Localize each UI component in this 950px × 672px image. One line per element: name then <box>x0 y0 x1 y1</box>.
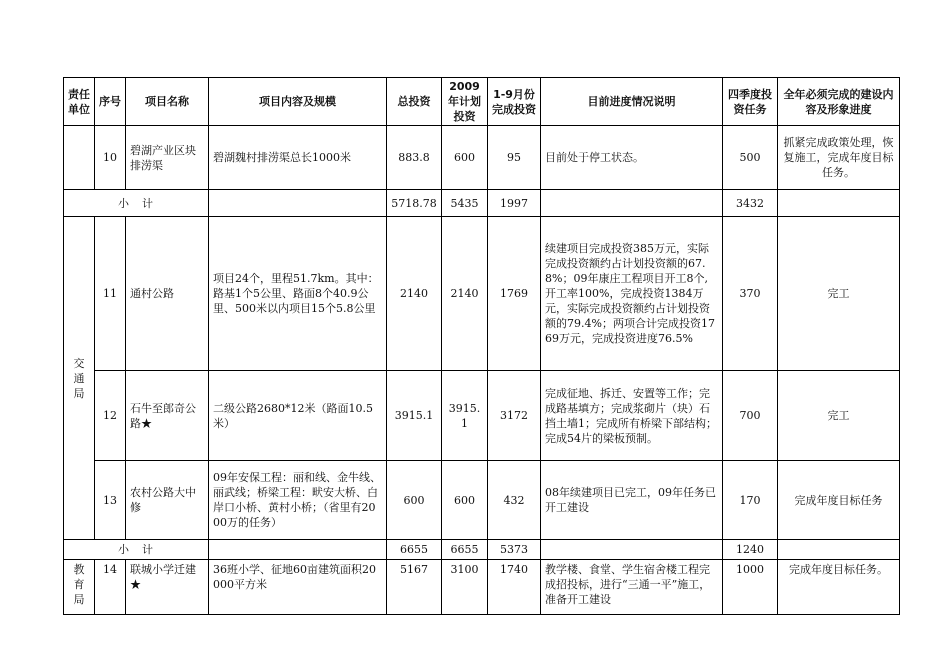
row-seq: 12 <box>95 371 126 461</box>
row-content: 项目24个，里程51.7km。其中：路基1个5公里、路面8个40.9公里、500米以内项目15个5.8公里 <box>209 217 387 371</box>
header-target: 全年必须完成的建设内容及形象进度 <box>778 78 900 126</box>
subtotal-q4: 3432 <box>723 190 778 217</box>
row-q4: 500 <box>723 126 778 190</box>
row-plan: 600 <box>442 461 488 540</box>
subtotal-plan: 5435 <box>442 190 488 217</box>
subtotal-plan: 6655 <box>442 540 488 560</box>
row-target: 抓紧完成政策处理，恢复施工，完成年度目标任务。 <box>778 126 900 190</box>
row-q4: 370 <box>723 217 778 371</box>
row-q4: 170 <box>723 461 778 540</box>
header-seq: 序号 <box>95 78 126 126</box>
row-done: 95 <box>488 126 541 190</box>
header-row <box>64 78 900 126</box>
row-seq: 14 <box>95 560 126 615</box>
subtotal-empty <box>541 540 723 560</box>
subtotal-total: 5718.78 <box>387 190 442 217</box>
row-done: 3172 <box>488 371 541 461</box>
row-progress: 教学楼、食堂、学生宿舍楼工程完成招投标，进行“三通一平”施工，准备开工建设 <box>541 560 723 615</box>
header-content: 项目内容及规模 <box>209 78 387 126</box>
row-done: 1740 <box>488 560 541 615</box>
row-target: 完成年度目标任务。 <box>778 560 900 615</box>
row-content: 二级公路2680*12米（路面10.5米） <box>209 371 387 461</box>
header-progress: 目前进度情况说明 <box>541 78 723 126</box>
table-row <box>64 126 900 190</box>
row-done: 432 <box>488 461 541 540</box>
row-done: 1769 <box>488 217 541 371</box>
row-q4: 700 <box>723 371 778 461</box>
row-content: 36班小学、征地60亩建筑面积20000平方米 <box>209 560 387 615</box>
row-progress: 08年续建项目已完工，09年任务已开工建设 <box>541 461 723 540</box>
subtotal-total: 6655 <box>387 540 442 560</box>
project-table <box>63 77 900 615</box>
table-row <box>64 371 900 461</box>
unit-education-label: 教育局 <box>73 563 85 606</box>
row-seq: 13 <box>95 461 126 540</box>
header-q4: 四季度投资任务 <box>723 78 778 126</box>
table-row <box>64 560 900 615</box>
row-content: 09年安保工程：丽和线、金牛线、丽武线；桥梁工程：畎安大桥、白岸口小桥、黄村小桥；（省里有2000万的任务） <box>209 461 387 540</box>
row-q4: 1000 <box>723 560 778 615</box>
row-progress: 续建项目完成投资385万元，实际完成投资额约占计划投资额的67.8%；09年康庄工程项目开工8个,开工率100%，完成投资1384万元，实际完成投资额约占计划投资额的79.4%；两项合计完成投资1769万元，完成投资进度76.5% <box>541 217 723 371</box>
header-total: 总投资 <box>387 78 442 126</box>
row-total: 883.8 <box>387 126 442 190</box>
subtotal-label: 小 计 <box>64 190 209 217</box>
row-plan: 600 <box>442 126 488 190</box>
row-name: 通村公路 <box>126 217 209 371</box>
subtotal-empty <box>209 190 387 217</box>
subtotal-empty <box>209 540 387 560</box>
row-total: 5167 <box>387 560 442 615</box>
unit-transport <box>64 217 95 540</box>
row-target: 完工 <box>778 371 900 461</box>
row-progress: 目前处于停工状态。 <box>541 126 723 190</box>
row-total: 2140 <box>387 217 442 371</box>
header-name: 项目名称 <box>126 78 209 126</box>
row-plan: 3100 <box>442 560 488 615</box>
row-total: 600 <box>387 461 442 540</box>
unit-cell-empty <box>64 126 95 190</box>
row-seq: 10 <box>95 126 126 190</box>
unit-education <box>64 560 95 615</box>
subtotal-empty <box>541 190 723 217</box>
row-plan: 2140 <box>442 217 488 371</box>
subtotal-label: 小 计 <box>64 540 209 560</box>
row-target: 完工 <box>778 217 900 371</box>
header-plan: 2009年计划投资 <box>442 78 488 126</box>
unit-transport-label: 交通局 <box>73 356 85 400</box>
row-target: 完成年度目标任务 <box>778 461 900 540</box>
subtotal-q4: 1240 <box>723 540 778 560</box>
row-name: 碧湖产业区块排涝渠 <box>126 126 209 190</box>
subtotal-done: 1997 <box>488 190 541 217</box>
row-name: 农村公路大中修 <box>126 461 209 540</box>
subtotal-done: 5373 <box>488 540 541 560</box>
row-plan: 3915.1 <box>442 371 488 461</box>
table-row <box>64 461 900 540</box>
row-name: 联城小学迁建★ <box>126 560 209 615</box>
header-unit: 责任单位 <box>64 78 95 126</box>
subtotal-row <box>64 190 900 217</box>
row-total: 3915.1 <box>387 371 442 461</box>
subtotal-row <box>64 540 900 560</box>
row-name: 石牛至郎奇公路★ <box>126 371 209 461</box>
subtotal-empty <box>778 540 900 560</box>
subtotal-empty <box>778 190 900 217</box>
row-content: 碧湖魏村排涝渠总长1000米 <box>209 126 387 190</box>
row-seq: 11 <box>95 217 126 371</box>
row-progress: 完成征地、拆迁、安置等工作；完成路基填方；完成浆砌片（块）石挡土墙1；完成所有桥梁下部结构；完成54片的梁板预制。 <box>541 371 723 461</box>
header-done: 1-9月份完成投资 <box>488 78 541 126</box>
table-row <box>64 217 900 371</box>
